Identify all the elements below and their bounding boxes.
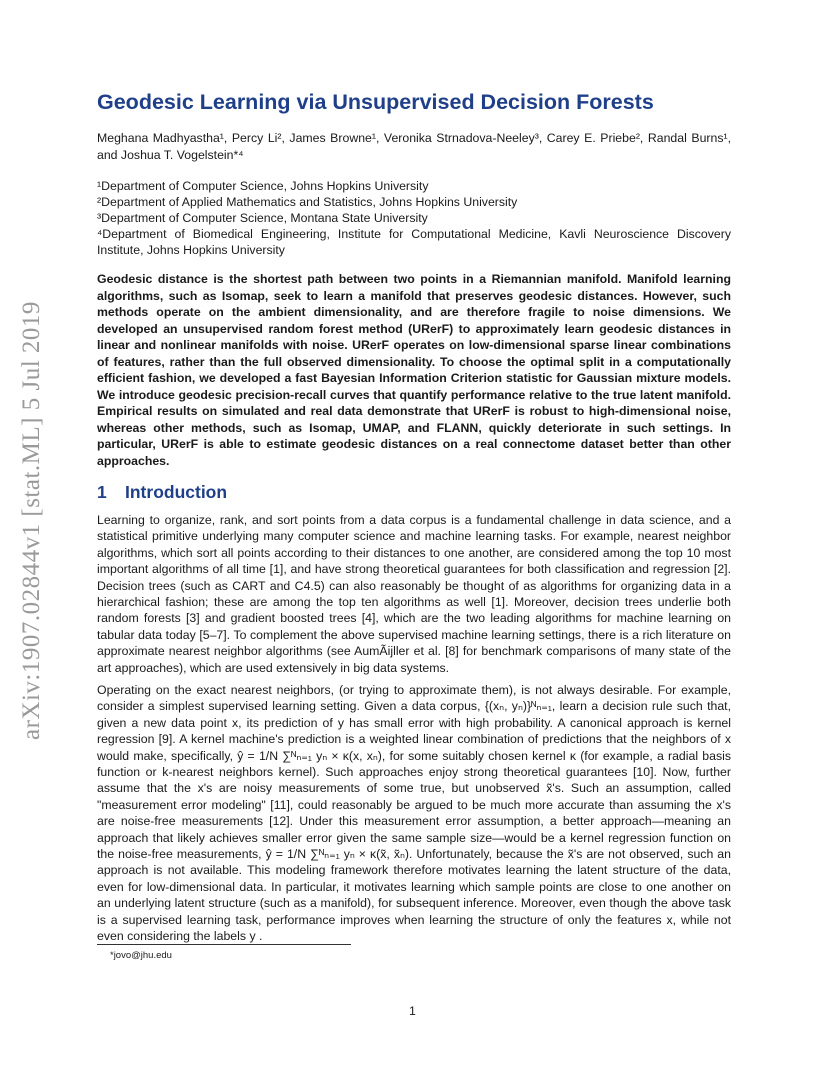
section-heading [97, 482, 227, 503]
section-title: Introduction [125, 482, 228, 502]
affiliation-3: ³Department of Computer Science, Montana State University [97, 211, 428, 225]
paper-title: Geodesic Learning via Unsupervised Decision Forests [97, 90, 654, 114]
affiliation-4: ⁴Department of Biomedical Engineering, Institute for Computational Medicine, Kavli Neuroscience Discovery Institute, Johns Hopkins University [97, 227, 731, 257]
arxiv-side-stamp: arXiv:1907.02844v1 [stat.ML] 5 Jul 2019 [18, 301, 45, 740]
page-number: 1 [409, 1004, 416, 1018]
footnote-rule [97, 944, 351, 945]
intro-paragraph-2: Operating on the exact nearest neighbors, (or trying to approximate them), is not always desirable. For example, consider a simplest supervised learning setting. Given a data corpus, {(xₙ, yₙ)}ᴺₙ₌₁, learn a decision rule such that, given a new data point x, its prediction of y has small error with high probability. A canonical approach is kernel regression [9]. A kernel machine's prediction is a weighted linear combination of predictions that the neighbors of x would make, specifically, ŷ = 1/N ∑ᴺₙ₌₁ yₙ × κ(x, xₙ), for some suitably chosen kernel κ (for example, a radial basis function or k-nearest neighbors kernel). Such approaches enjoy strong theoretical guarantees [10]. Now, further assume that the x's are noisy measurements of some true, but unobserved x̃'s. Such an assumption, called "measurement error modeling" [11], could reasonably be argued to be much more accurate than assuming the x's are noise-free measurements [12]. Under this measurement error assumption, a better approach—meaning an approach that likely achieves smaller error given the same sample size—would be a kernel regression function on the noise-free measurements, ŷ = 1/N ∑ᴺₙ₌₁ yₙ × κ(x̃, x̃ₙ). Unfortunately, because the x̃'s are not observed, such an approach is not available. This modeling framework therefore motivates learning the latent structure of the data, even for low-dimensional data. In particular, it motivates learning which sample points are close to one another on an underlying latent structure (such as a manifold), for subsequent inference. Moreover, even though the above task is a supervised learning task, performance improves when learning the structure of only the features x, while not even considering the labels y . [97, 683, 731, 944]
affiliations [97, 178, 731, 258]
intro-paragraph-1: Learning to organize, rank, and sort points from a data corpus is a fundamental challenge in data science, and a statistical primitive underlying many computer science and machine learning tasks. For example, nearest neighbor algorithms, which sort all points according to their distances to one another, are considered among the top 10 most important algorithms of all time [1], and have strong theoretical guarantees for both classification and regression [2]. Decision trees (such as CART and C4.5) can also reasonably be thought of as algorithms for organizing data in a hierarchical fashion; these are among the top ten algorithms as well [1]. Moreover, decision trees underlie both random forests [3] and gradient boosted trees [4], which are the two leading algorithms for machine learning on tabular data today [5–7]. To complement the above supervised machine learning settings, there is a rich literature on approximate nearest neighbor algorithms (see AumÃijller et al. [8] for benchmark comparisons of many state of the art approaches), which are used extensively in big data systems. [97, 513, 731, 675]
author-list: Meghana Madhyastha¹, Percy Li², James Browne¹, Veronika Strnadova-Neeley³, Carey E. Priebe², Randal Burns¹, and Joshua T. Vogelstein*⁴ [97, 131, 731, 162]
abstract: Geodesic distance is the shortest path between two points in a Riemannian manifold. Manifold learning algorithms, such as Isomap, seek to learn a manifold that preserves geodesic distances. However, such methods operate on the ambient dimensionality, and are therefore fragile to noise dimensions. We developed an unsupervised random forest method (URerF) to approximately learn geodesic distances in linear and nonlinear manifolds with noise. URerF operates on low-dimensional sparse linear combinations of features, rather than the full observed dimensionality. To choose the optimal split in a computationally efficient fashion, we developed a fast Bayesian Information Criterion statistic for Gaussian mixture models. We introduce geodesic precision-recall curves that quantify performance relative to the true latent manifold. Empirical results on simulated and real data demonstrate that URerF is robust to high-dimensional noise, whereas other methods, such as Isomap, UMAP, and FLANN, quickly deteriorate in such settings. In particular, URerF is able to estimate geodesic distances on a real connectome dataset better than other approaches. [97, 272, 731, 468]
section-number: 1 [97, 482, 107, 502]
affiliation-2: ²Department of Applied Mathematics and Statistics, Johns Hopkins University [97, 195, 518, 209]
footnote: *jovo@jhu.edu [110, 950, 172, 961]
affiliation-1: ¹Department of Computer Science, Johns Hopkins University [97, 179, 429, 193]
